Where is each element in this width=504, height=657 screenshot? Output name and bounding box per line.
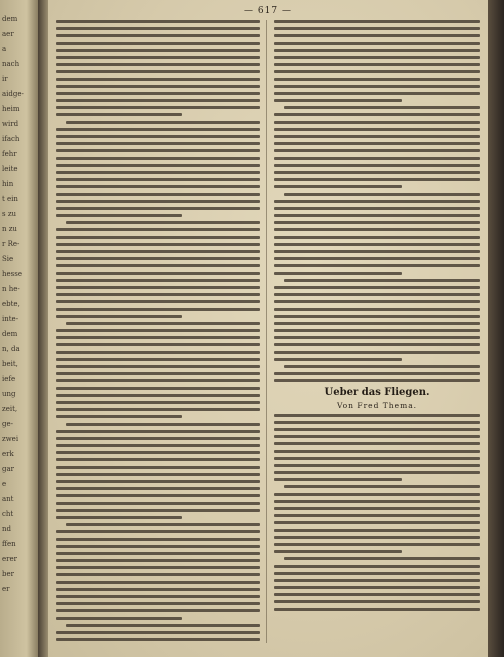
text-line	[274, 529, 480, 532]
text-line	[56, 487, 260, 490]
text-line	[66, 523, 260, 526]
text-line	[274, 351, 480, 354]
text-line	[56, 329, 260, 332]
previous-page-fragment: cht	[2, 510, 14, 518]
previous-page-fragment: n, da	[2, 345, 20, 353]
text-line	[274, 185, 402, 188]
text-line	[56, 34, 260, 37]
text-line	[274, 550, 402, 553]
text-line	[56, 149, 260, 152]
previous-page-fragment: n zu	[2, 225, 17, 233]
text-line	[56, 157, 260, 160]
text-line	[56, 92, 260, 95]
text-line	[56, 279, 260, 282]
text-line	[274, 565, 480, 568]
text-line	[56, 581, 260, 584]
text-line	[284, 485, 480, 488]
text-line	[56, 538, 260, 541]
text-line	[56, 530, 260, 533]
text-line	[56, 42, 260, 45]
text-line	[56, 207, 260, 210]
text-line	[56, 70, 260, 73]
text-line	[274, 113, 480, 116]
text-line	[56, 358, 260, 361]
text-line	[274, 593, 480, 596]
text-line	[274, 442, 480, 445]
column-divider	[266, 20, 267, 643]
text-line	[274, 293, 480, 296]
text-line	[56, 458, 260, 461]
text-line	[56, 236, 260, 239]
text-line	[284, 365, 480, 368]
text-line	[56, 545, 260, 548]
text-line	[56, 566, 260, 569]
text-line	[274, 42, 480, 45]
previous-page-fragment: e	[2, 480, 7, 488]
previous-page-fragment: ebte,	[2, 300, 20, 308]
text-line	[274, 214, 480, 217]
text-line	[274, 85, 480, 88]
text-line	[274, 92, 480, 95]
text-line	[56, 466, 260, 469]
text-line	[56, 300, 260, 303]
text-line	[56, 286, 260, 289]
text-line	[66, 624, 260, 627]
right-column-text-top	[274, 20, 480, 382]
right-column	[274, 20, 480, 647]
text-line	[56, 394, 260, 397]
previous-page-fragment: aidge-	[2, 90, 24, 98]
text-line	[56, 308, 260, 311]
text-line	[274, 322, 480, 325]
text-line	[56, 451, 260, 454]
text-line	[56, 602, 260, 605]
text-line	[274, 243, 480, 246]
text-line	[274, 435, 480, 438]
previous-page-fragment: s zu	[2, 210, 17, 218]
text-line	[274, 236, 480, 239]
text-line	[56, 78, 260, 81]
text-line	[274, 157, 480, 160]
previous-page-fragment: leite	[2, 165, 18, 173]
previous-page-fragment: a	[2, 45, 7, 53]
text-line	[56, 473, 260, 476]
text-line	[56, 63, 260, 66]
previous-page-fragment: nach	[2, 60, 20, 68]
text-line	[274, 264, 480, 267]
text-line	[274, 428, 480, 431]
previous-page-fragment: beit,	[2, 360, 18, 368]
text-line	[56, 638, 260, 641]
text-line	[274, 228, 480, 231]
text-line	[274, 608, 480, 611]
text-line	[274, 49, 480, 52]
text-line	[274, 579, 480, 582]
text-line	[56, 509, 260, 512]
text-line	[56, 315, 182, 318]
text-line	[274, 372, 480, 375]
text-line	[274, 500, 480, 503]
text-line	[56, 559, 260, 562]
text-line	[56, 214, 182, 217]
text-line	[56, 401, 260, 404]
text-line	[274, 379, 480, 382]
text-line	[56, 573, 260, 576]
text-line	[274, 178, 480, 181]
text-line	[56, 293, 260, 296]
text-line	[284, 106, 480, 109]
text-line	[274, 514, 480, 517]
text-line	[66, 121, 260, 124]
text-line	[274, 471, 480, 474]
text-line	[274, 63, 480, 66]
text-line	[56, 351, 260, 354]
text-line	[56, 444, 260, 447]
text-line	[274, 149, 480, 152]
previous-page-fragment: ant	[2, 495, 14, 503]
text-line	[56, 437, 260, 440]
book-gutter	[38, 0, 48, 657]
text-line	[274, 221, 480, 224]
text-line	[56, 178, 260, 181]
text-line	[56, 502, 260, 505]
previous-page-fragment: ifach	[2, 135, 20, 143]
newspaper-page	[48, 0, 488, 657]
text-line	[274, 329, 480, 332]
previous-page-fragment: r Re-	[2, 240, 20, 248]
text-line	[274, 128, 480, 131]
text-line	[56, 99, 260, 102]
right-column-text-bottom	[274, 414, 480, 611]
text-line	[56, 185, 260, 188]
text-line	[56, 588, 260, 591]
text-line	[56, 113, 182, 116]
text-line	[274, 414, 480, 417]
text-line	[274, 543, 480, 546]
text-line	[274, 464, 480, 467]
text-line	[274, 135, 480, 138]
previous-page-fragment: ung	[2, 390, 16, 398]
text-line	[56, 336, 260, 339]
text-line	[56, 20, 260, 23]
text-line	[274, 286, 480, 289]
text-line	[56, 430, 260, 433]
previous-page-fragment: Sie	[2, 255, 14, 263]
text-line	[56, 200, 260, 203]
text-line	[274, 27, 480, 30]
text-line	[274, 142, 480, 145]
text-line	[56, 171, 260, 174]
previous-page-fragment: zeit,	[2, 405, 18, 413]
text-line	[56, 480, 260, 483]
text-line	[66, 221, 260, 224]
text-line	[274, 250, 480, 253]
text-line	[56, 257, 260, 260]
text-line	[274, 421, 480, 424]
text-line	[56, 27, 260, 30]
previous-page-fragment: ber	[2, 570, 14, 578]
text-line	[56, 343, 260, 346]
text-line	[56, 609, 260, 612]
previous-page-fragment: t ein	[2, 195, 18, 203]
text-line	[274, 300, 480, 303]
previous-page-fragment: zwei	[2, 435, 19, 443]
text-line	[56, 408, 260, 411]
text-line	[274, 171, 480, 174]
text-line	[56, 494, 260, 497]
left-column	[56, 20, 260, 647]
text-line	[274, 70, 480, 73]
text-line	[274, 78, 480, 81]
text-line	[56, 372, 260, 375]
text-line	[56, 250, 260, 253]
text-line	[274, 34, 480, 37]
text-line	[274, 507, 480, 510]
text-line	[284, 279, 480, 282]
previous-page-fragment: heim	[2, 105, 20, 113]
text-line	[56, 56, 260, 59]
text-line	[56, 631, 260, 634]
text-line	[56, 106, 260, 109]
previous-page-fragment: ir	[2, 75, 8, 83]
previous-page-fragment: erk	[2, 450, 14, 458]
text-line	[274, 493, 480, 496]
text-line	[274, 358, 402, 361]
text-line	[274, 257, 480, 260]
text-line	[56, 595, 260, 598]
text-line	[274, 207, 480, 210]
text-line	[56, 272, 260, 275]
previous-page-fragment: gar	[2, 465, 15, 473]
text-line	[274, 164, 480, 167]
text-line	[274, 478, 402, 481]
previous-page-fragment: dem	[2, 330, 18, 338]
text-line	[56, 85, 260, 88]
previous-page-fragment: wird	[2, 120, 19, 128]
text-line	[284, 557, 480, 560]
text-line	[56, 228, 260, 231]
previous-page-fragment: n he-	[2, 285, 20, 293]
text-line	[274, 457, 480, 460]
text-line	[56, 164, 260, 167]
previous-page-fragment: hin	[2, 180, 14, 188]
previous-page-fragment: inte-	[2, 315, 19, 323]
text-line	[274, 272, 402, 275]
text-line	[56, 49, 260, 52]
text-line	[274, 521, 480, 524]
previous-page-fragment: dem	[2, 15, 18, 23]
previous-page-fragment: er	[2, 585, 10, 593]
text-line	[56, 387, 260, 390]
text-line	[274, 536, 480, 539]
text-line	[274, 20, 480, 23]
text-line	[66, 423, 260, 426]
previous-page-fragment: aer	[2, 30, 14, 38]
text-line	[66, 322, 260, 325]
text-line	[274, 572, 480, 575]
text-line	[274, 336, 480, 339]
text-line	[56, 379, 260, 382]
text-line	[274, 200, 480, 203]
text-line	[274, 308, 480, 311]
article-byline: Von Fred Thema.	[336, 400, 418, 410]
previous-page-fragment: fehr	[2, 150, 17, 158]
text-line	[274, 121, 480, 124]
text-line	[56, 142, 260, 145]
text-line	[274, 56, 480, 59]
text-line	[274, 343, 480, 346]
text-line	[274, 450, 480, 453]
text-line	[56, 365, 260, 368]
text-line	[284, 193, 480, 196]
text-line	[56, 516, 182, 519]
text-line	[56, 264, 260, 267]
text-line	[56, 135, 260, 138]
book-edge	[488, 0, 504, 657]
text-line	[56, 415, 182, 418]
text-line	[274, 600, 480, 603]
text-line	[274, 586, 480, 589]
previous-page-fragment: iefe	[2, 375, 16, 383]
previous-page-fragment: ffen	[2, 540, 16, 548]
text-line	[56, 243, 260, 246]
previous-page-fragment: ge-	[2, 420, 13, 428]
text-line	[56, 193, 260, 196]
text-line	[56, 617, 182, 620]
text-line	[56, 552, 260, 555]
text-line	[56, 128, 260, 131]
previous-page-edge	[0, 0, 38, 657]
page-number: — 617 —	[244, 6, 292, 16]
article-title: Ueber das Fliegen.	[324, 386, 430, 398]
previous-page-fragment: erer	[2, 555, 17, 563]
previous-page-fragment: hesse	[2, 270, 22, 278]
text-line	[274, 99, 402, 102]
text-line	[274, 315, 480, 318]
previous-page-fragment: nd	[2, 525, 11, 533]
